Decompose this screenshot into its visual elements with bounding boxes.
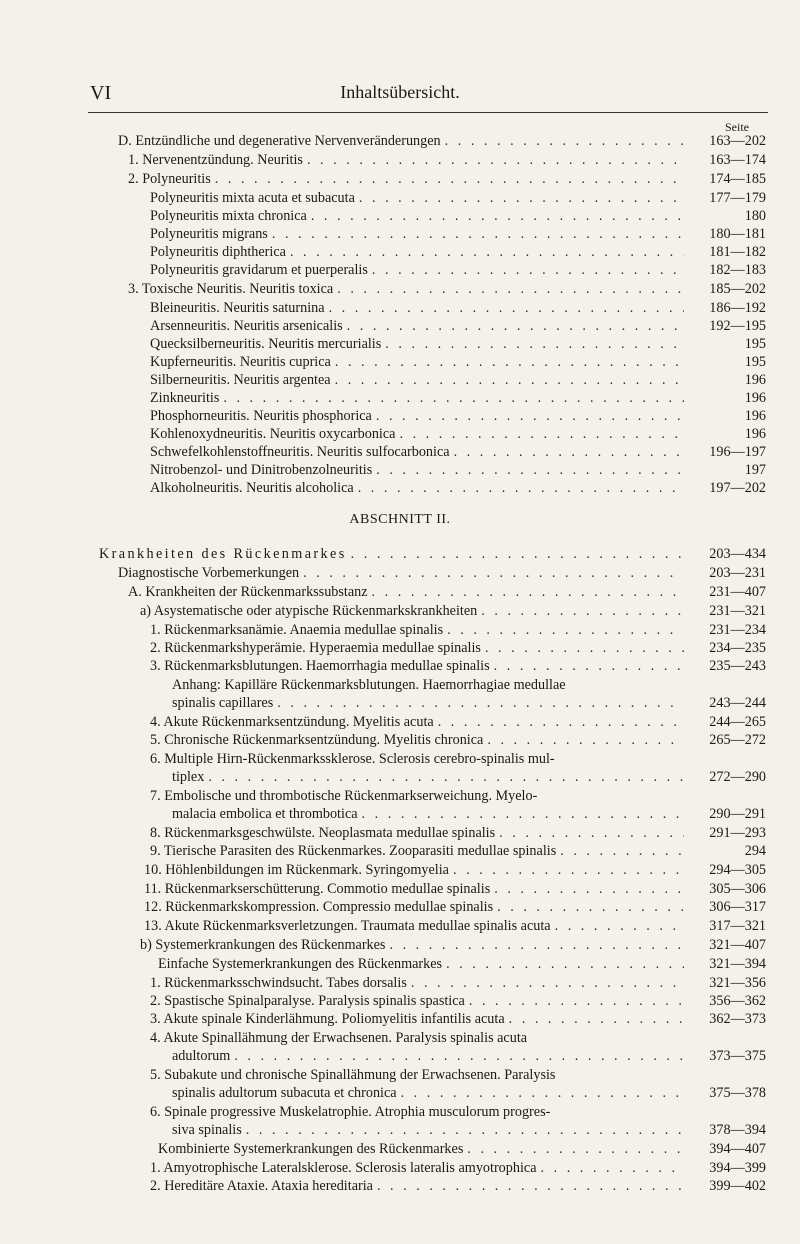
toc-entry-title: Krankheiten des Rückenmarkes — [99, 546, 347, 562]
dot-leader — [494, 657, 684, 675]
toc-entry-title: Polyneuritis migrans — [150, 226, 268, 242]
dot-leader — [223, 389, 684, 407]
dot-leader — [438, 713, 684, 731]
toc-entry — [150, 461, 766, 479]
toc-entry — [150, 243, 766, 261]
toc-page-range: 317—321 — [709, 918, 766, 934]
dot-leader — [447, 621, 684, 639]
toc-page-range: 196 — [744, 372, 766, 388]
toc-entry — [150, 713, 766, 731]
page-number: VI — [90, 82, 112, 104]
toc-entry — [172, 1121, 766, 1139]
toc-page-range: 182—183 — [709, 262, 766, 278]
toc-page-range: 234—235 — [709, 640, 766, 656]
toc-entry-title: 1. Rückenmarksanämie. Anaemia medullae spinalis — [150, 622, 444, 638]
dot-leader — [372, 583, 684, 601]
toc-page-range: 294 — [744, 843, 766, 859]
dot-leader — [541, 1159, 685, 1177]
dot-leader — [555, 917, 684, 935]
toc-page-range: 197 — [744, 462, 766, 478]
toc-page-range: 399—402 — [709, 1178, 766, 1194]
toc-page-range: 231—234 — [709, 622, 766, 638]
dot-leader — [337, 280, 684, 298]
toc-entry-title: Polyneuritis diphtherica — [150, 244, 286, 260]
dot-leader — [335, 371, 684, 389]
dot-leader — [311, 207, 684, 225]
toc-entry-continued: 5. Subakute und chronische Spinallähmung der Erwachsenen. Paralysis — [150, 1067, 556, 1083]
dot-leader — [351, 545, 684, 563]
toc-page-range: 265—272 — [709, 732, 766, 748]
toc-entry-title: spinalis adultorum subacuta et chronica — [172, 1085, 397, 1101]
toc-entry — [150, 353, 766, 371]
toc-page-range: 174—185 — [709, 171, 766, 187]
toc-entry-title: 2. Hereditäre Ataxie. Ataxia hereditaria — [150, 1178, 373, 1194]
dot-leader — [290, 243, 684, 261]
toc-entry-title: Kohlenoxydneuritis. Neuritis oxycarbonica — [150, 426, 396, 442]
toc-entry-title: Polyneuritis mixta chronica — [150, 208, 307, 224]
dot-leader — [215, 170, 684, 188]
toc-entry-title: Phosphorneuritis. Neuritis phosphorica — [150, 408, 372, 424]
toc-page-range: 195 — [744, 354, 766, 370]
toc-entry-title: Schwefelkohlenstoffneuritis. Neuritis sulfocarbonica — [150, 444, 450, 460]
toc-entry-title: Zinkneuritis — [150, 390, 220, 406]
toc-entry-title: tiplex — [172, 769, 205, 785]
dot-leader — [401, 1084, 684, 1102]
dot-leader — [358, 479, 684, 497]
toc-entry-title: 3. Rückenmarksblutungen. Haemorrhagia medullae spinalis — [150, 658, 490, 674]
toc-entry-title: A. Krankheiten der Rückenmarkssubstanz — [128, 584, 368, 600]
toc-entry-title: malacia embolica et thrombotica — [172, 806, 358, 822]
toc-entry-title: siva spinalis — [172, 1122, 242, 1138]
dot-leader — [362, 805, 684, 823]
toc-entry-continued: Anhang: Kapilläre Rückenmarksblutungen. Haemorrhagiae medullae — [172, 677, 566, 693]
toc-entry-title: 10. Höhlenbildungen im Rückenmark. Syringomyelia — [144, 862, 449, 878]
toc-entry — [158, 955, 766, 973]
toc-entry — [172, 1047, 766, 1065]
dot-leader — [377, 1177, 684, 1195]
toc-entry — [150, 657, 766, 675]
toc-entry — [150, 621, 766, 639]
toc-entry-title: Silberneuritis. Neuritis argentea — [150, 372, 331, 388]
toc-entry — [150, 207, 766, 225]
toc-entry-title: 5. Chronische Rückenmarksentzündung. Myelitis chronica — [150, 732, 484, 748]
toc-page-range: 185—202 — [709, 281, 766, 297]
toc-entry-title: Nitrobenzol- und Dinitrobenzolneuritis — [150, 462, 373, 478]
toc-page-range: 203—434 — [709, 546, 766, 562]
toc-entry — [144, 898, 766, 916]
toc-entry-title: 8. Rückenmarksgeschwülste. Neoplasmata medullae spinalis — [150, 825, 496, 841]
dot-leader — [234, 1047, 684, 1065]
toc-entry-title: 9. Tierische Parasiten des Rückenmarkes. Zooparasiti medullae spinalis — [150, 843, 557, 859]
toc-entry — [172, 805, 766, 823]
toc-page-range: 294—305 — [709, 862, 766, 878]
toc-page-range: 163—174 — [709, 152, 766, 168]
toc-page-range: 196 — [744, 408, 766, 424]
dot-leader — [385, 335, 684, 353]
toc-page-range: 378—394 — [709, 1122, 766, 1138]
toc-entry-title: 3. Akute spinale Kinderlähmung. Poliomyelitis infantilis acuta — [150, 1011, 505, 1027]
dot-leader — [445, 132, 684, 150]
dot-leader — [487, 731, 684, 749]
section-title: ABSCHNITT II. — [349, 512, 451, 527]
toc-page-range: 177—179 — [709, 190, 766, 206]
seite-label: Seite — [725, 120, 749, 134]
dot-leader — [359, 189, 684, 207]
toc-page-range: 243—244 — [709, 695, 766, 711]
toc-entry — [118, 132, 766, 150]
toc-entry — [128, 280, 766, 298]
toc-page-range: 181—182 — [709, 244, 766, 260]
page-header — [0, 82, 800, 104]
toc-entry — [150, 371, 766, 389]
toc-entry — [150, 1177, 766, 1195]
toc-page-range: 235—243 — [709, 658, 766, 674]
toc-page-range: 306—317 — [709, 899, 766, 915]
toc-page-range: 321—394 — [709, 956, 766, 972]
toc-entry-title: 1. Amyotrophische Lateralsklerose. Sclerosis lateralis amyotrophica — [150, 1160, 537, 1176]
toc-entry — [150, 1159, 766, 1177]
toc-entry — [150, 189, 766, 207]
toc-entry-title: spinalis capillares — [172, 695, 274, 711]
toc-entry-continued: 7. Embolische und thrombotische Rückenmarkserweichung. Myelo- — [150, 788, 538, 804]
toc-entry-title: a) Asystematische oder atypische Rückenmarkskrankheiten — [140, 603, 478, 619]
dot-leader — [277, 694, 684, 712]
toc-entry — [150, 225, 766, 243]
toc-page-range: 291—293 — [709, 825, 766, 841]
toc-entry — [150, 842, 766, 860]
toc-entry-title: Polyneuritis mixta acuta et subacuta — [150, 190, 355, 206]
dot-leader — [411, 974, 684, 992]
dot-leader — [399, 425, 684, 443]
toc-entry-title: Bleineuritis. Neuritis saturnina — [150, 300, 325, 316]
toc-entry-title: Alkoholneuritis. Neuritis alcoholica — [150, 480, 354, 496]
toc-entry — [150, 317, 766, 335]
toc-page-range: 321—407 — [709, 937, 766, 953]
toc-entry — [150, 731, 766, 749]
toc-entry-title: 12. Rückenmarkskompression. Compressio medullae spinalis — [144, 899, 494, 915]
toc-page-range: 290—291 — [709, 806, 766, 822]
dot-leader — [494, 880, 684, 898]
dot-leader — [307, 151, 684, 169]
toc-page-range: 180 — [744, 208, 766, 224]
toc-entry — [150, 992, 766, 1010]
toc-entry-continued: 6. Spinale progressive Muskelatrophie. Atrophia musculorum progres- — [150, 1104, 551, 1120]
dot-leader — [246, 1121, 684, 1139]
toc-page-range: 362—373 — [709, 1011, 766, 1027]
dot-leader — [335, 353, 684, 371]
toc-page-range: 196 — [744, 390, 766, 406]
toc-entry-title: 1. Rückenmarksschwindsucht. Tabes dorsalis — [150, 975, 407, 991]
toc-entry-title: Diagnostische Vorbemerkungen — [118, 565, 300, 581]
dot-leader — [446, 955, 684, 973]
dot-leader — [497, 898, 684, 916]
toc-entry-title: Kombinierte Systemerkrankungen des Rückenmarkes — [158, 1141, 464, 1157]
toc-entry-title: 2. Spastische Spinalparalyse. Paralysis spinalis spastica — [150, 993, 465, 1009]
dot-leader — [372, 261, 684, 279]
toc-entry-title: Arsenneuritis. Neuritis arsenicalis — [150, 318, 343, 334]
toc-entry — [144, 880, 766, 898]
toc-entry — [150, 261, 766, 279]
running-title: Inhaltsübersicht. — [340, 82, 460, 102]
toc-entry — [150, 1010, 766, 1028]
toc-page-range: 196 — [744, 426, 766, 442]
toc-entry — [118, 564, 766, 582]
dot-leader — [453, 861, 684, 879]
dot-leader — [272, 225, 684, 243]
dot-leader — [208, 768, 684, 786]
dot-leader — [303, 564, 684, 582]
toc-page-range: 375—378 — [709, 1085, 766, 1101]
toc-entry — [144, 917, 766, 935]
toc-page-range: 203—231 — [709, 565, 766, 581]
toc-page-range: 305—306 — [709, 881, 766, 897]
toc-page-range: 272—290 — [709, 769, 766, 785]
toc-entry — [172, 1084, 766, 1102]
toc-page-range: 196—197 — [709, 444, 766, 460]
dot-leader — [560, 842, 684, 860]
dot-leader — [329, 299, 684, 317]
dot-leader — [499, 824, 684, 842]
toc-entry-title: D. Entzündliche und degenerative Nervenveränderungen — [118, 133, 441, 149]
dot-leader — [481, 602, 684, 620]
toc-page-range: 394—399 — [709, 1160, 766, 1176]
toc-entry-title: 2. Rückenmarkshyperämie. Hyperaemia medullae spinalis — [150, 640, 481, 656]
dot-leader — [467, 1140, 684, 1158]
toc-page-range: 231—407 — [709, 584, 766, 600]
toc-entry-title: 4. Akute Rückenmarksentzündung. Myelitis acuta — [150, 714, 434, 730]
toc-entry — [150, 407, 766, 425]
dot-leader — [454, 443, 684, 461]
toc-page-range: 244—265 — [709, 714, 766, 730]
toc-entry — [144, 861, 766, 879]
toc-entry — [128, 151, 766, 169]
toc-page-range: 163—202 — [709, 133, 766, 149]
toc-entry-title: 11. Rückenmarkserschütterung. Commotio medullae spinalis — [144, 881, 491, 897]
dot-leader — [347, 317, 684, 335]
toc-page-range: 197—202 — [709, 480, 766, 496]
dot-leader — [485, 639, 684, 657]
toc-entry-title: b) Systemerkrankungen des Rückenmarkes — [140, 937, 386, 953]
toc-entry-continued: 4. Akute Spinallähmung der Erwachsenen. Paralysis spinalis acuta — [150, 1030, 528, 1046]
toc-page-range: 356—362 — [709, 993, 766, 1009]
toc-page-range: 394—407 — [709, 1141, 766, 1157]
toc-page-range: 321—356 — [709, 975, 766, 991]
toc-entry — [150, 299, 766, 317]
toc-entry-title: Polyneuritis gravidarum et puerperalis — [150, 262, 368, 278]
toc-entry — [150, 335, 766, 353]
toc-page-range: 195 — [744, 336, 766, 352]
toc-entry — [150, 639, 766, 657]
toc-entry — [150, 443, 766, 461]
toc-entry-continued: 6. Multiple Hirn-Rückenmarkssklerose. Sclerosis cerebro-spinalis mul- — [150, 751, 555, 767]
dot-leader — [509, 1010, 684, 1028]
toc-entry-title: adultorum — [172, 1048, 231, 1064]
toc-entry — [128, 583, 766, 601]
toc-page-range: 186—192 — [709, 300, 766, 316]
toc-entry — [172, 768, 766, 786]
dot-leader — [469, 992, 684, 1010]
dot-leader — [376, 461, 684, 479]
dot-leader — [389, 936, 684, 954]
toc-entry-title: Kupferneuritis. Neuritis cuprica — [150, 354, 331, 370]
toc-entry-title: 2. Polyneuritis — [128, 171, 211, 187]
toc-entry — [172, 694, 766, 712]
toc-entry — [150, 389, 766, 407]
toc-entry-title: 1. Nervenentzündung. Neuritis — [128, 152, 303, 168]
toc-entry — [158, 1140, 766, 1158]
toc-page-range: 192—195 — [709, 318, 766, 334]
toc-entry — [140, 602, 766, 620]
header-rule — [88, 112, 768, 113]
dot-leader — [376, 407, 684, 425]
toc-page-range: 180—181 — [709, 226, 766, 242]
toc-entry-title: Quecksilberneuritis. Neuritis mercurialis — [150, 336, 382, 352]
toc-entry-title: Einfache Systemerkrankungen des Rückenmarkes — [158, 956, 443, 972]
toc-entry — [128, 170, 766, 188]
toc-entry — [150, 824, 766, 842]
toc-page-range: 231—321 — [709, 603, 766, 619]
toc-entry-title: 13. Akute Rückenmarksverletzungen. Traumata medullae spinalis acuta — [144, 918, 551, 934]
toc-entry — [99, 545, 766, 563]
toc-entry-title: 3. Toxische Neuritis. Neuritis toxica — [128, 281, 334, 297]
toc-entry — [140, 936, 766, 954]
toc-page-range: 373—375 — [709, 1048, 766, 1064]
toc-entry — [150, 425, 766, 443]
toc-entry — [150, 479, 766, 497]
toc-entry — [150, 974, 766, 992]
